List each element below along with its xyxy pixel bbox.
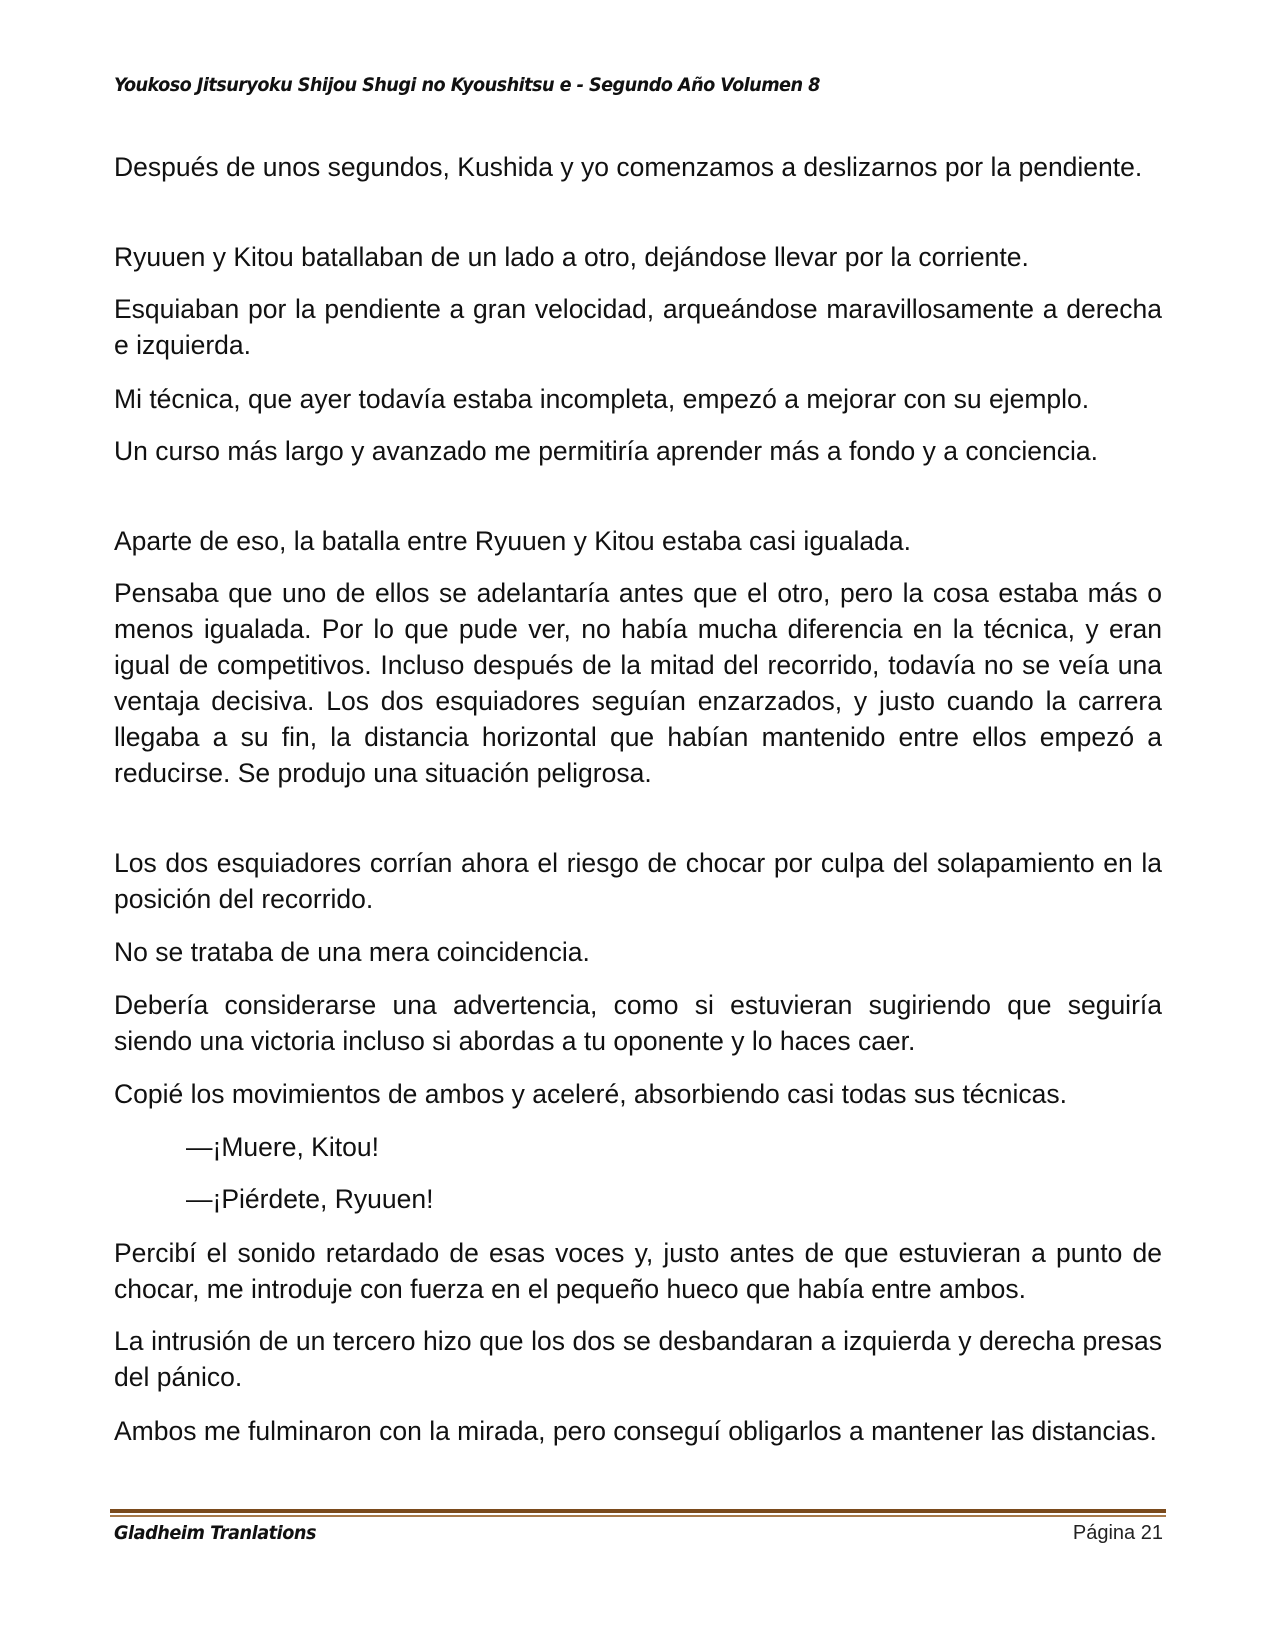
paragraph: Percibí el sonido retardado de esas voces y, justo antes de que estuvieran a punto de chocar, me introduje con fuerza en el pequeño hueco que había entre ambos. [114,1238,1162,1304]
paragraph: No se trataba de una mera coincidencia. [114,937,590,967]
paragraph: Pensaba que uno de ellos se adelantaría antes que el otro, pero la cosa estaba más o menos igualada. Por lo que pude ver, no había mucha diferencia en la técnica, y eran igual de competitivos. Incluso después de la mitad del recorrido, todavía no se veía una ventaja decisiva. Los dos esquiadores seguían enzarzados, y justo cuando la carrera llegaba a su fin, la distancia horizontal que habían mantenido entre ellos empezó a reducirse. Se produjo una situación peligrosa. [114,578,1162,788]
page-label: Página [1072,1522,1136,1544]
running-header: Youkoso Jitsuryoku Shijou Shugi no Kyoushitsu e - Segundo Año Volumen 8 [114,74,820,96]
paragraph: Debería considerarse una advertencia, como si estuvieran sugiriendo que seguiría siendo una victoria incluso si abordas a tu oponente y lo haces caer. [114,990,1162,1056]
paragraph: Esquiaban por la pendiente a gran velocidad, arqueándose maravillosamente a derecha e izquierda. [114,294,1162,360]
paragraph: Los dos esquiadores corrían ahora el riesgo de chocar por culpa del solapamiento en la posición del recorrido. [114,848,1162,914]
dialogue-line: —¡Piérdete, Ryuuen! [186,1184,434,1214]
paragraph: Después de unos segundos, Kushida y yo comenzamos a deslizarnos por la pendiente. [114,152,1143,182]
footer-rule [110,1509,1166,1513]
paragraph: Aparte de eso, la batalla entre Ryuuen y Kitou estaba casi igualada. [114,526,911,556]
footer-credit: Gladheim Tranlations [114,1522,317,1544]
dialogue-line: —¡Muere, Kitou! [186,1132,379,1162]
page-number-value: 21 [1140,1522,1163,1544]
footer-rule-thin [110,1515,1166,1517]
paragraph: Mi técnica, que ayer todavía estaba incompleta, empezó a mejorar con su ejemplo. [114,384,1090,414]
paragraph: Ryuuen y Kitou batallaban de un lado a otro, dejándose llevar por la corriente. [114,242,1029,272]
paragraph: Ambos me fulminaron con la mirada, pero conseguí obligarlos a mantener las distancias. [114,1416,1157,1446]
paragraph: Un curso más largo y avanzado me permitiría aprender más a fondo y a conciencia. [114,436,1098,466]
paragraph: Copié los movimientos de ambos y aceleré, absorbiendo casi todas sus técnicas. [114,1079,1068,1109]
paragraph: La intrusión de un tercero hizo que los dos se desbandaran a izquierda y derecha presas del pánico. [114,1326,1162,1392]
page-number [1073,1522,1163,1545]
